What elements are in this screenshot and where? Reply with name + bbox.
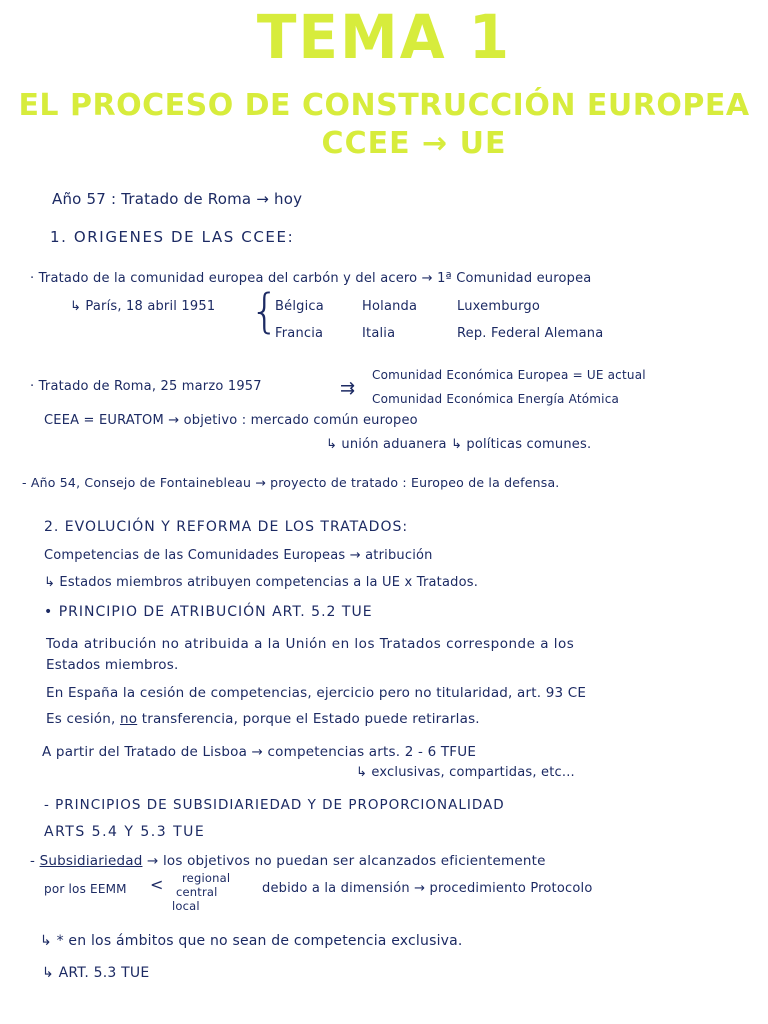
country: Holanda — [362, 299, 418, 314]
note-line: debido a la dimensión → procedimiento Protocolo — [262, 881, 593, 896]
note-line: Comunidad Económica Europea = UE actual — [372, 368, 646, 382]
note-line: ↳ exclusivas, compartidas, etc... — [356, 765, 575, 780]
principle-heading: - PRINCIPIOS DE SUBSIDIARIEDAD Y DE PROPORCIONALIDAD — [44, 797, 505, 813]
country: Italia — [362, 326, 396, 341]
principle-heading: • PRINCIPIO DE ATRIBUCIÓN ART. 5.2 TUE — [44, 604, 373, 620]
page-subtitle-2: CCEE → UE — [321, 126, 507, 161]
note-text: local — [172, 899, 200, 913]
note-line — [30, 852, 546, 870]
underlined-word: no — [119, 711, 138, 727]
note-line: ↳ París, 18 abril 1951 — [70, 299, 216, 314]
section-heading-1: 1. ORIGENES DE LAS CCEE: — [50, 228, 295, 246]
note-line: Competencias de las Comunidades Europeas → atribución — [44, 548, 433, 563]
brace-icon: { — [250, 284, 280, 338]
note-line: · Tratado de Roma, 25 marzo 1957 — [30, 379, 262, 394]
note-line — [46, 710, 480, 728]
note-line: Toda atribución no atribuida a la Unión en los Tratados corresponde a los — [46, 636, 575, 652]
note-line: - Año 54, Consejo de Fontainebleau → proyecto de tratado : Europeo de la defensa. — [22, 475, 560, 490]
section-heading-2: 2. EVOLUCIÓN Y REFORMA DE LOS TRATADOS: — [44, 519, 409, 535]
note-line: Año 57 : Tratado de Roma → hoy — [52, 190, 303, 208]
note-text: transferencia, porque el Estado puede retirarlas. — [141, 711, 480, 727]
note-text: - — [30, 853, 40, 869]
country: Rep. Federal Alemana — [457, 326, 604, 341]
note-text: central — [176, 885, 218, 899]
country: Luxemburgo — [457, 299, 541, 314]
note-line: · Tratado de la comunidad europea del carbón y del acero → 1ª Comunidad europea — [30, 271, 592, 286]
note-line: A partir del Tratado de Lisboa → competencias arts. 2 - 6 TFUE — [42, 744, 477, 760]
note-line: ↳ ART. 5.3 TUE — [42, 965, 150, 981]
underlined-word: Subsidiariedad — [39, 853, 143, 869]
note-line: ↳ Estados miembros atribuyen competencias a la UE x Tratados. — [44, 575, 479, 590]
note-line: Comunidad Económica Energía Atómica — [372, 392, 620, 406]
note-line: por los EEMM — [44, 882, 127, 896]
country: Francia — [275, 326, 324, 341]
country: Bélgica — [275, 299, 324, 314]
note-line: CEEA = EURATOM → objetivo : mercado común europeo — [44, 413, 418, 428]
page-title: TEMA 1 — [256, 1, 512, 73]
split-arrow-icon: ⇉ — [340, 378, 356, 399]
note-line: ↳ * en los ámbitos que no sean de competencia exclusiva. — [40, 933, 463, 949]
note-line: ↳ unión aduanera ↳ políticas comunes. — [326, 437, 592, 452]
note-text: regional — [182, 871, 231, 885]
page-subtitle: EL PROCESO DE CONSTRUCCIÓN EUROPEA — [18, 88, 750, 123]
note-text: → los objetivos no puedan ser alcanzados eficientemente — [142, 853, 546, 869]
split-arrow-icon: < — [150, 875, 164, 894]
note-line: En España la cesión de competencias, ejercicio pero no titularidad, art. 93 CE — [46, 685, 587, 701]
note-line: ARTS 5.4 Y 5.3 TUE — [44, 824, 206, 840]
note-line: Estados miembros. — [46, 657, 179, 673]
note-text: Es cesión, — [46, 711, 116, 727]
